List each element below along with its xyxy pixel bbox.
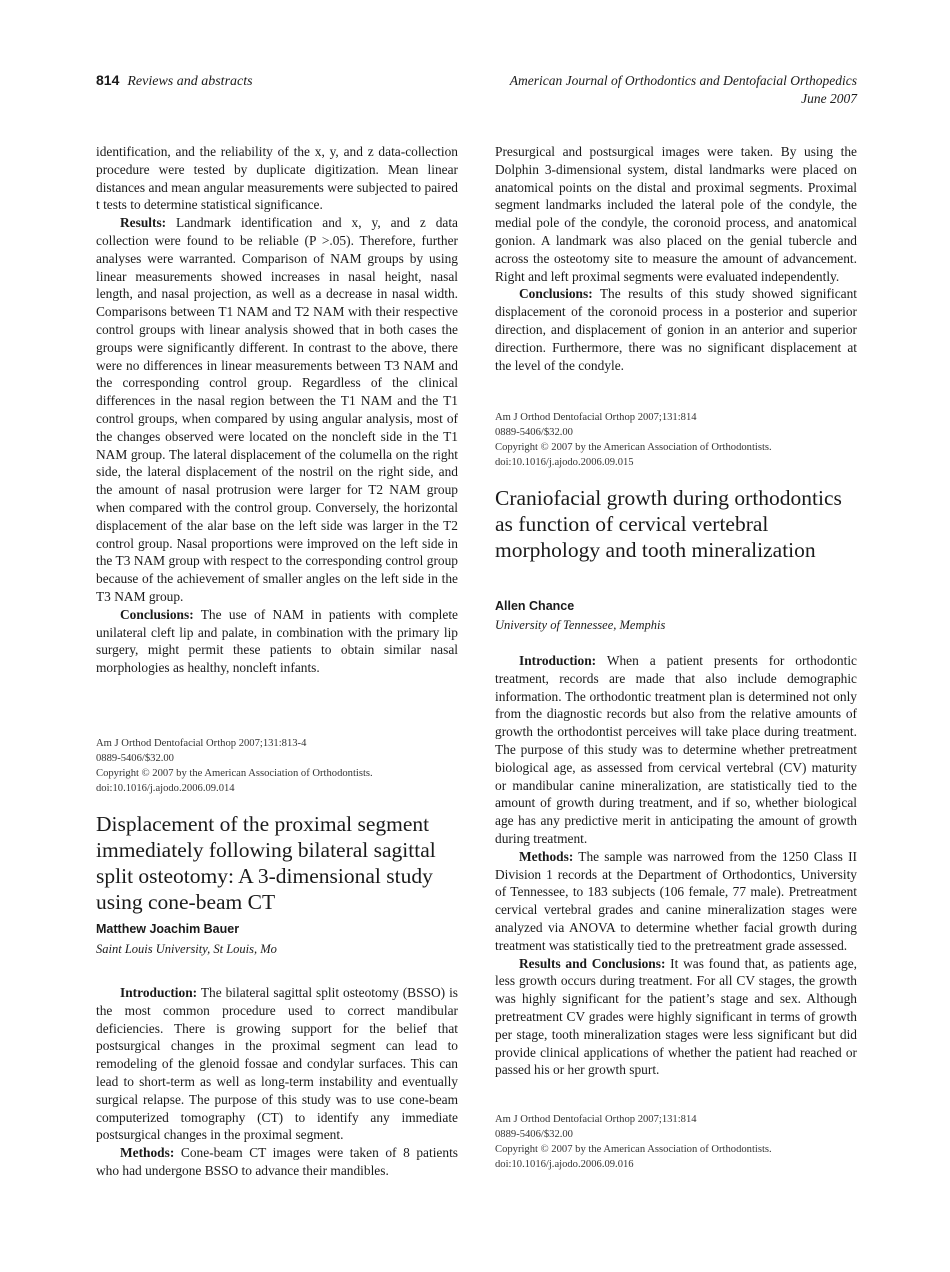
article2-citation: Am J Orthod Dentofacial Orthop 2007;131:814 0889-5406/$32.00 Copyright © 2007 by the American Association of Orthodontists. doi:10.1016/j.ajodo.2006.09.015 (495, 412, 772, 468)
article2-body-right (495, 143, 857, 374)
article3-introduction: Introduction: When a patient presents for orthodontic treatment, records are made that also include demographic information. The orthodontic treatment plan is determined not only from the diagnostic records but also from the relative amounts of growth the orthodontist perceives will take place during treatment. The purpose of this study was to determine whether pretreatment biological age, as assessed from cervical vertebral (CV) maturity or mandibular canine mineralization, are statistically tied to the amount of growth during treatment, and if so, whether biological age has any predictive merit in anticipating the amount of growth during treatment. (495, 653, 858, 846)
article3-affiliation: University of Tennessee, Memphis (495, 618, 666, 632)
article3-body (495, 652, 857, 1079)
article3-citation: Am J Orthod Dentofacial Orthop 2007;131:814 0889-5406/$32.00 Copyright © 2007 by the American Association of Orthodontists. doi:10.1016/j.ajodo.2006.09.016 (495, 1114, 772, 1170)
article2-affiliation: Saint Louis University, St Louis, Mo (96, 942, 277, 956)
article3-results-conclusions: Results and Conclusions: It was found that, as patients age, less growth occurs during treatment. For all CV stages, the growth was highly significant for the patient’s stage and sex. Although pretreatment CV grades were highly significant in terms of growth per stage, tooth mineralization stages were less significant but did provide clinical applications of whether the patient had reached or passed his or her growth spurt. (495, 955, 857, 1078)
article1-methods-continued: identification, and the reliability of the x, y, and z data-collection procedure were tested by duplicate digitization. Mean linear distances and mean angular measurements were subjected to paired t tests to determine statistical significance. (96, 144, 458, 213)
article2-methods: Methods: Cone-beam CT images were taken of 8 patients who had undergone BSSO to advance their mandibles. (96, 1145, 459, 1178)
issue-date: June 2007 (801, 91, 857, 106)
article1-citation: Am J Orthod Dentofacial Orthop 2007;131:813-4 0889-5406/$32.00 Copyright © 2007 by the American Association of Orthodontists. doi:10.1016/j.ajodo.2006.09.014 (96, 738, 373, 794)
article1-body (96, 143, 458, 677)
article2-methods-continued: Presurgical and postsurgical images were taken. By using the Dolphin 3-dimensional system, distal landmarks were placed on anatomical points on the distal and proximal segments. Proximal segment landmarks included the lateral pole of the condyle, the medial pole of the condyle, the coronoid process, and anatomical gonion. A landmark was also placed on the genial tubercle and across the osteotomy site to measure the amount of advancement. Right and left proximal segments were evaluated independently. (495, 144, 857, 284)
article3-author: Allen Chance (495, 599, 575, 613)
article1-conclusions: Conclusions: The use of NAM in patients with complete unilateral cleft lip and palate, in combination with the primary lip surgery, might permit these patients to obtain similar nasal morphologies as healthy, noncleft infants. (96, 606, 458, 676)
journal-name: American Journal of Orthodontics and Dentofacial Orthopedics (509, 73, 857, 88)
article2-conclusions: Conclusions: The results of this study showed significant displacement of the coronoid process in a posterior and superior direction, and displacement of gonion in an anterior and superior direction. Furthermore, there was no significant displacement at the level of the condyle. (495, 286, 857, 373)
article3-title: Craniofacial growth during orthodontics as function of cervical vertebral morphology and tooth mineralization (495, 486, 842, 562)
article2-body-left (96, 984, 458, 1180)
section-name: Reviews and abstracts (127, 74, 253, 89)
running-header-right (510, 72, 857, 108)
running-header-left (96, 72, 253, 90)
article2-author: Matthew Joachim Bauer (96, 922, 240, 936)
article3-methods: Methods: The sample was narrowed from the 1250 Class II Division 1 records at the Department of Orthodontics, University of Tennessee, to 183 subjects (106 female, 77 male). Pretreatment cervical vertebral grades and canine mineralization stages were analyzed via ANOVA to determine whether facial growth during treatment was statistically tied to the pretreatment grade assessed. (495, 848, 857, 953)
article2-introduction: Introduction: The bilateral sagittal split osteotomy (BSSO) is the most common procedure used to correct mandibular deficiencies. There is growing support for the belief that postsurgical changes in the proximal segment can lead to remodeling of the glenoid fossae and condylar surfaces. This can lead to short-term as well as long-term instability and eventually surgical relapse. The purpose of this study was to use cone-beam computerized tomography (CT) to identify any immediate postsurgical changes in the proximal segment. (96, 985, 459, 1143)
page-number: 814 (96, 72, 120, 88)
article1-results: Results: Landmark identification and x, y, and z data collection were found to be reliable (P >.05). Therefore, further analyses were warranted. Comparison of NAM groups by using linear measurements showed increases in nasal height, nasal length, and nasal projection, as well as a decrease in nasal width. Comparisons between T1 NAM and T2 NAM with their respective control groups with linear analysis showed that in both cases the groups were significantly different. In contrast to the above, there were no differences in linear measurements between T3 NAM and the corresponding control group. Regardless of the clinical differences in the nasal region between the T1 NAM and the T1 control groups, when compared by using angular analysis, most of the changes observed were located on the noncleft side in the T1 NAM group. The lateral displacement of the columella on the right side, the lateral displacement of the nostril on the right side, and the amount of nasal protrusion were larger for T2 NAM group when compared with the control group. Conversely, the horizontal displacement of the alar base on the left side was larger in the T2 control group. Nasal proportions were improved on the left side in the T3 NAM group with respect to the corresponding control group because of the achievement of smaller angles on the left side in the T3 NAM group. (96, 215, 458, 604)
article2-title: Displacement of the proximal segment immediately following bilateral sagittal split osteotomy: A 3-dimensional study using cone-beam CT (96, 812, 436, 914)
